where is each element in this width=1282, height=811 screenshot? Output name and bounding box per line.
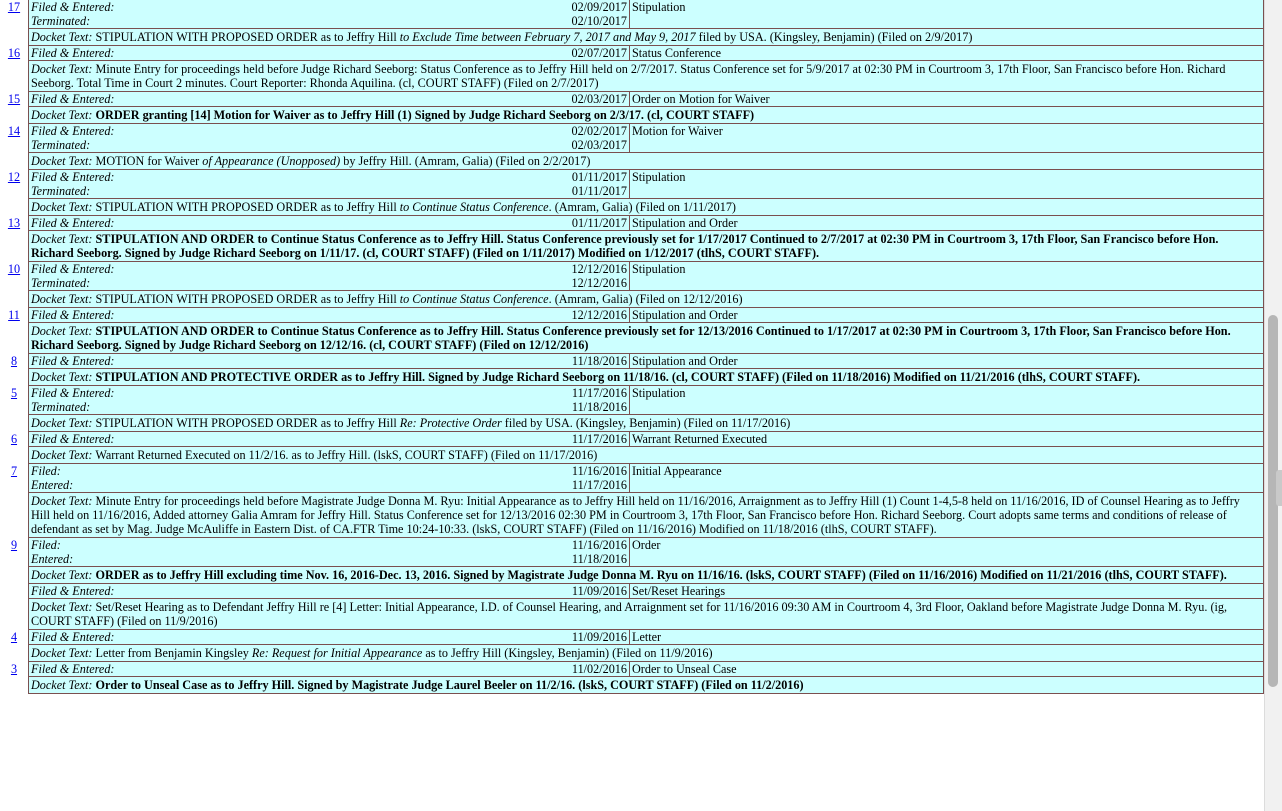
- entry-cells: [28, 0, 1264, 46]
- docket-text: [29, 599, 1263, 629]
- docket-text-segment: Re: Request for Initial Appearance: [251, 646, 423, 660]
- entry-header-row: [28, 262, 1264, 291]
- docket-text: [29, 153, 592, 169]
- entry-number-cell: [0, 308, 28, 354]
- docket-text-segment: of Appearance (Unopposed): [202, 154, 341, 168]
- entry-header-row: [28, 124, 1264, 153]
- date-value: 11/18/2016: [571, 552, 627, 566]
- entry-cells: [28, 354, 1264, 386]
- docket-text-segment: filed by USA. (Kingsley, Benjamin) (Filed on 11/17/2016): [501, 416, 791, 430]
- date-values: [447, 662, 630, 676]
- docket-text: [29, 447, 599, 463]
- date-values: [447, 308, 630, 322]
- document-type: Order: [632, 538, 661, 552]
- entry-header-row: [28, 92, 1264, 107]
- entry-cells: [28, 432, 1264, 464]
- date-value: 11/18/2016: [571, 354, 627, 368]
- docket-text: [29, 415, 792, 431]
- date-labels: [29, 0, 447, 28]
- docket-entry: [0, 584, 1264, 630]
- date-label: Terminated:: [31, 14, 91, 28]
- scroll-edge-handle: [1276, 470, 1282, 506]
- docket-entry: [0, 216, 1264, 262]
- docket-entry: [0, 354, 1264, 386]
- entry-number-link[interactable]: 8: [10, 354, 18, 368]
- docket-text: [29, 323, 1263, 353]
- document-type: Motion for Waiver: [632, 124, 723, 138]
- date-label: Filed & Entered:: [31, 354, 115, 368]
- date-value: 12/12/2016: [571, 276, 627, 290]
- entry-header-row: [28, 46, 1264, 61]
- date-values: [447, 432, 630, 446]
- docket-text-label: Docket Text:: [31, 324, 93, 338]
- date-value: 02/10/2017: [571, 14, 627, 28]
- docket-text-label: Docket Text:: [31, 370, 93, 384]
- document-type: Stipulation: [632, 0, 686, 14]
- docket-text: [29, 29, 974, 45]
- document-type: Stipulation and Order: [632, 308, 738, 322]
- docket-text-label: Docket Text:: [31, 494, 93, 508]
- docket-text: [29, 677, 806, 693]
- entry-number-cell: [0, 124, 28, 170]
- entry-number-link[interactable]: 3: [10, 662, 18, 676]
- date-value: 11/09/2016: [571, 584, 627, 598]
- date-label: Terminated:: [31, 276, 91, 290]
- docket-text-label: Docket Text:: [31, 30, 93, 44]
- date-value: 01/11/2017: [571, 216, 627, 230]
- docket-text: [29, 369, 1142, 385]
- date-values: [447, 386, 630, 414]
- docket-text: [29, 231, 1263, 261]
- docket-text-segment: STIPULATION WITH PROPOSED ORDER as to Jeffry Hill: [95, 200, 400, 214]
- docket-entry: [0, 170, 1264, 216]
- date-label: Terminated:: [31, 400, 91, 414]
- docket-entry: [0, 92, 1264, 124]
- entry-cells: [28, 124, 1264, 170]
- entry-number-link[interactable]: 14: [7, 124, 21, 138]
- document-type: Order on Motion for Waiver: [632, 92, 770, 106]
- entry-number-link[interactable]: 7: [10, 464, 18, 478]
- document-type: Stipulation: [632, 170, 686, 184]
- date-values: [447, 354, 630, 368]
- entry-number-cell: [0, 432, 28, 464]
- docket-entry: [0, 662, 1264, 694]
- date-label: Filed & Entered:: [31, 124, 115, 138]
- entry-number-cell: [0, 538, 28, 584]
- docket-text-label: Docket Text:: [31, 646, 93, 660]
- date-value: 01/11/2017: [571, 170, 627, 184]
- date-labels: [29, 630, 447, 644]
- docket-text-row: [28, 599, 1264, 630]
- date-labels: [29, 464, 447, 492]
- docket-entry: [0, 386, 1264, 432]
- date-values: [447, 46, 630, 60]
- date-label: Filed:: [31, 464, 61, 478]
- document-type: Initial Appearance: [632, 464, 722, 478]
- document-type: Letter: [632, 630, 662, 644]
- date-labels: [29, 308, 447, 322]
- docket-text-segment: . (Amram, Galia) (Filed on 1/11/2017): [548, 200, 736, 214]
- docket-entry: [0, 0, 1264, 46]
- docket-text-segment: STIPULATION AND PROTECTIVE ORDER as to Jeffry Hill. Signed by Judge Richard Seeborg on 11/18/16. (cl, COURT STAFF) (Filed on 11/18/2016) Modified on 11/21/2016 (tlhS, COURT STAFF).: [95, 370, 1141, 384]
- entry-cells: [28, 584, 1264, 630]
- document-type: Set/Reset Hearings: [632, 584, 726, 598]
- date-label: Filed & Entered:: [31, 216, 115, 230]
- date-label: Filed & Entered:: [31, 308, 115, 322]
- entry-number-cell: [0, 216, 28, 262]
- docket-entry: [0, 124, 1264, 170]
- docket-text-label: Docket Text:: [31, 448, 93, 462]
- date-label: Filed & Entered:: [31, 0, 115, 14]
- entry-number-cell: [0, 584, 28, 630]
- entry-cells: [28, 46, 1264, 92]
- docket-text-label: Docket Text:: [31, 62, 93, 76]
- docket-text-row: [28, 231, 1264, 262]
- date-labels: [29, 92, 447, 106]
- docket-text-label: Docket Text:: [31, 108, 93, 122]
- entry-number-link[interactable]: 10: [7, 262, 21, 276]
- entry-number-cell: [0, 0, 28, 46]
- docket-text-segment: Letter from Benjamin Kingsley: [95, 646, 252, 660]
- date-value: 02/07/2017: [571, 46, 627, 60]
- date-label: Filed & Entered:: [31, 92, 115, 106]
- docket-text: [29, 493, 1263, 537]
- entry-cells: [28, 662, 1264, 694]
- date-value: 01/11/2017: [571, 184, 627, 198]
- date-label: Entered:: [31, 552, 74, 566]
- date-values: [447, 170, 630, 198]
- docket-text-row: [28, 61, 1264, 92]
- date-labels: [29, 262, 447, 290]
- date-label: Terminated:: [31, 138, 91, 152]
- entry-cells: [28, 630, 1264, 662]
- docket-text: [29, 61, 1263, 91]
- date-labels: [29, 354, 447, 368]
- docket-text-segment: Minute Entry for proceedings held before Judge Richard Seeborg: Status Conference as to Jeffry Hill held on 2/7/2017. Status Conference set for 5/9/2017 at 02:30 PM in Courtroom 3, 17th Floor, San Francisco before Hon. Richard Seeborg. Total Time in Court 2 minutes. Court Reporter: Rhonda Aquilina. (cl, COURT STAFF) (Filed on 2/7/2017): [31, 62, 1226, 90]
- date-value: 11/16/2016: [571, 538, 627, 552]
- docket-text-segment: STIPULATION WITH PROPOSED ORDER as to Jeffry Hill: [95, 416, 400, 430]
- document-type: Stipulation: [632, 386, 686, 400]
- docket-text-row: [28, 107, 1264, 124]
- docket-text-segment: Warrant Returned Executed on 11/2/16. as to Jeffry Hill. (lskS, COURT STAFF) (Filed on 11/17/2016): [95, 448, 598, 462]
- entry-header-row: [28, 584, 1264, 599]
- entry-header-row: [28, 662, 1264, 677]
- entry-number-link[interactable]: 5: [10, 386, 18, 400]
- docket-text-segment: STIPULATION WITH PROPOSED ORDER as to Jeffry Hill: [95, 292, 400, 306]
- docket-text: [29, 107, 756, 123]
- date-values: [447, 0, 630, 28]
- docket-text-row: [28, 323, 1264, 354]
- document-type: Stipulation: [632, 262, 686, 276]
- document-type: Order to Unseal Case: [632, 662, 737, 676]
- docket-text-segment: ORDER granting [14] Motion for Waiver as to Jeffry Hill (1) Signed by Judge Richard Seeborg on 2/3/17. (cl, COURT STAFF): [95, 108, 755, 122]
- document-type: Status Conference: [632, 46, 722, 60]
- date-label: Filed & Entered:: [31, 584, 115, 598]
- docket-text-segment: STIPULATION AND ORDER to Continue Status Conference as to Jeffry Hill. Status Conference previously set for 12/13/2016 Continued to 1/17/2017 at 02:30 PM in Courtroom 3, 17th Floor, San Francisco before Hon. Richard Seeborg. Signed by Judge Richard Seeborg on 12/12/16. (cl, COURT STAFF) (Filed on 12/12/2016): [31, 324, 1231, 352]
- date-values: [447, 216, 630, 230]
- entry-header-row: [28, 170, 1264, 199]
- docket-text-row: [28, 447, 1264, 464]
- entry-header-row: [28, 432, 1264, 447]
- entry-header-row: [28, 538, 1264, 567]
- entry-number-link[interactable]: 4: [10, 630, 18, 644]
- docket-text-label: Docket Text:: [31, 200, 93, 214]
- docket-entry: [0, 630, 1264, 662]
- date-value: 11/18/2016: [571, 400, 627, 414]
- entry-number-cell: [0, 170, 28, 216]
- docket-text-label: Docket Text:: [31, 292, 93, 306]
- docket-text: [29, 199, 738, 215]
- entry-cells: [28, 216, 1264, 262]
- date-value: 11/17/2016: [571, 432, 627, 446]
- docket-text-row: [28, 29, 1264, 46]
- docket-text-label: Docket Text:: [31, 154, 93, 168]
- docket-text-row: [28, 369, 1264, 386]
- docket-text-row: [28, 493, 1264, 538]
- docket-text-segment: to Exclude Time between February 7, 2017 and May 9, 2017: [399, 30, 696, 44]
- docket-text-segment: Re: Protective Order: [399, 416, 502, 430]
- entry-number-link[interactable]: 17: [7, 0, 21, 14]
- docket-text-segment: MOTION for Waiver: [95, 154, 203, 168]
- date-label: Filed & Entered:: [31, 630, 115, 644]
- date-values: [447, 584, 630, 598]
- date-label: Filed:: [31, 538, 61, 552]
- entry-number-link[interactable]: 15: [7, 92, 21, 106]
- docket-text-row: [28, 645, 1264, 662]
- docket-text-segment: as to Jeffry Hill (Kingsley, Benjamin) (Filed on 11/9/2016): [422, 646, 713, 660]
- entry-number-link[interactable]: 9: [10, 538, 18, 552]
- entry-header-row: [28, 630, 1264, 645]
- docket-text-label: Docket Text:: [31, 416, 93, 430]
- docket-text-label: Docket Text:: [31, 600, 93, 614]
- docket-text: [29, 645, 715, 661]
- docket-entry: [0, 432, 1264, 464]
- docket-text-row: [28, 677, 1264, 694]
- date-labels: [29, 662, 447, 676]
- date-label: Terminated:: [31, 184, 91, 198]
- docket-entry: [0, 262, 1264, 308]
- docket-text-segment: filed by USA. (Kingsley, Benjamin) (Filed on 2/9/2017): [695, 30, 973, 44]
- document-type: Warrant Returned Executed: [632, 432, 768, 446]
- entry-number-cell: [0, 46, 28, 92]
- entry-header-row: [28, 386, 1264, 415]
- date-values: [447, 124, 630, 152]
- date-values: [447, 464, 630, 492]
- date-value: 11/09/2016: [571, 630, 627, 644]
- entry-cells: [28, 386, 1264, 432]
- entry-cells: [28, 92, 1264, 124]
- date-value: 11/16/2016: [571, 464, 627, 478]
- entry-number-cell: [0, 262, 28, 308]
- docket-text-segment: STIPULATION AND ORDER to Continue Status Conference as to Jeffry Hill. Status Conference previously set for 1/17/2017 Continued to 2/7/2017 at 02:30 PM in Courtroom 3, 17th Floor, San Francisco before Hon. Richard Seeborg. Signed by Judge Richard Seeborg on 1/11/17. (cl, COURT STAFF) (Filed on 1/11/2017) Modified on 1/12/2017 (tlhS, COURT STAFF).: [31, 232, 1219, 260]
- date-value: 02/03/2017: [571, 92, 627, 106]
- docket-entry: [0, 538, 1264, 584]
- date-labels: [29, 216, 447, 230]
- docket-entry: [0, 46, 1264, 92]
- date-label: Filed & Entered:: [31, 432, 115, 446]
- date-label: Filed & Entered:: [31, 386, 115, 400]
- date-value: 11/02/2016: [571, 662, 627, 676]
- date-labels: [29, 46, 447, 60]
- date-value: 02/03/2017: [571, 138, 627, 152]
- vertical-scrollbar[interactable]: [1264, 0, 1282, 811]
- entry-cells: [28, 464, 1264, 538]
- date-labels: [29, 432, 447, 446]
- docket-text: [29, 567, 1229, 583]
- date-values: [447, 538, 630, 566]
- docket-text-segment: . (Amram, Galia) (Filed on 12/12/2016): [548, 292, 743, 306]
- entry-header-row: [28, 308, 1264, 323]
- document-type: Stipulation and Order: [632, 216, 738, 230]
- docket-entry: [0, 308, 1264, 354]
- entry-header-row: [28, 216, 1264, 231]
- date-label: Entered:: [31, 478, 74, 492]
- entry-number-cell: [0, 386, 28, 432]
- docket-text-label: Docket Text:: [31, 232, 93, 246]
- entry-number-cell: [0, 662, 28, 694]
- docket-text-segment: to Continue Status Conference: [399, 292, 549, 306]
- date-label: Filed & Entered:: [31, 46, 115, 60]
- document-type: Stipulation and Order: [632, 354, 738, 368]
- docket-text-label: Docket Text:: [31, 568, 93, 582]
- docket-text-row: [28, 153, 1264, 170]
- entry-number-cell: [0, 464, 28, 538]
- entry-number-link[interactable]: 6: [10, 432, 18, 446]
- entry-number-link[interactable]: 11: [8, 308, 20, 322]
- entry-number-cell: [0, 92, 28, 124]
- docket-text: [29, 291, 745, 307]
- docket-text-row: [28, 199, 1264, 216]
- entry-cells: [28, 308, 1264, 354]
- date-label: Filed & Entered:: [31, 662, 115, 676]
- date-value: 12/12/2016: [571, 308, 627, 322]
- entry-header-row: [28, 0, 1264, 29]
- date-label: Filed & Entered:: [31, 262, 115, 276]
- docket-text-label: Docket Text:: [31, 678, 93, 692]
- date-value: 11/17/2016: [571, 386, 627, 400]
- entry-header-row: [28, 354, 1264, 369]
- date-labels: [29, 124, 447, 152]
- docket-text-segment: Minute Entry for proceedings held before Magistrate Judge Donna M. Ryu: Initial Appearance as to Jeffry Hill held on 11/16/2016, Arraignment as to Jeffry Hill (1) Count 1-4,5-8 held on 11/16/2016, ID of Counsel Hearing as to Jeffry Hill held on 11/16/2016, Added attorney Galia Amram for Jeffry Hill. Status Conference set for 12/13/2016 02:30 PM in Courtroom 3, 17th Floor, San Francisco before Hon. Richard Seeborg. Court adopts same terms and conditions of release of defendant as set by Mag. Judge McAuliffe in Eastern Dist. of CA.FTR Time 10:24-10:33. (lskS, COURT STAFF) (Filed on 11/16/2016) Modified on 11/18/2016 (tlhS, COURT STAFF).: [31, 494, 1240, 536]
- date-values: [447, 630, 630, 644]
- date-labels: [29, 538, 447, 566]
- docket-text-row: [28, 415, 1264, 432]
- date-value: 02/02/2017: [571, 124, 627, 138]
- docket-text-segment: to Continue Status Conference: [399, 200, 549, 214]
- docket-text-segment: Order to Unseal Case as to Jeffry Hill. Signed by Magistrate Judge Laurel Beeler on 11/2/16. (lskS, COURT STAFF) (Filed on 11/2/2016): [95, 678, 804, 692]
- entry-number-cell: [0, 354, 28, 386]
- entry-cells: [28, 170, 1264, 216]
- date-labels: [29, 584, 447, 598]
- entry-cells: [28, 262, 1264, 308]
- entry-header-row: [28, 464, 1264, 493]
- entry-number-link[interactable]: 12: [7, 170, 21, 184]
- docket-text-segment: ORDER as to Jeffry Hill excluding time Nov. 16, 2016-Dec. 13, 2016. Signed by Magistrate Judge Donna M. Ryu on 11/16/16. (lskS, COURT STAFF) (Filed on 11/16/2016) Modified on 11/21/2016 (tlhS, COURT STAFF).: [95, 568, 1227, 582]
- docket-text-row: [28, 567, 1264, 584]
- entry-number-link[interactable]: 13: [7, 216, 21, 230]
- date-labels: [29, 386, 447, 414]
- docket-text-segment: Set/Reset Hearing as to Defendant Jeffry Hill re [4] Letter: Initial Appearance, I.D. of Counsel Hearing, and Arraignment set for 11/16/2016 09:30 AM in Courtroom 4, 3rd Floor, Oakland before Magistrate Judge Donna M. Ryu. (ig, COURT STAFF) (Filed on 11/9/2016): [31, 600, 1228, 628]
- date-labels: [29, 170, 447, 198]
- date-value: 11/17/2016: [571, 478, 627, 492]
- docket-text-segment: by Jeffry Hill. (Amram, Galia) (Filed on 2/2/2017): [340, 154, 591, 168]
- entry-number-link[interactable]: 16: [7, 46, 21, 60]
- date-label: Filed & Entered:: [31, 170, 115, 184]
- date-value: 02/09/2017: [571, 0, 627, 14]
- docket-entry: [0, 464, 1264, 538]
- date-values: [447, 92, 630, 106]
- date-values: [447, 262, 630, 290]
- docket-text-row: [28, 291, 1264, 308]
- docket-text-segment: STIPULATION WITH PROPOSED ORDER as to Jeffry Hill: [95, 30, 400, 44]
- entry-cells: [28, 538, 1264, 584]
- entry-number-cell: [0, 630, 28, 662]
- date-value: 12/12/2016: [571, 262, 627, 276]
